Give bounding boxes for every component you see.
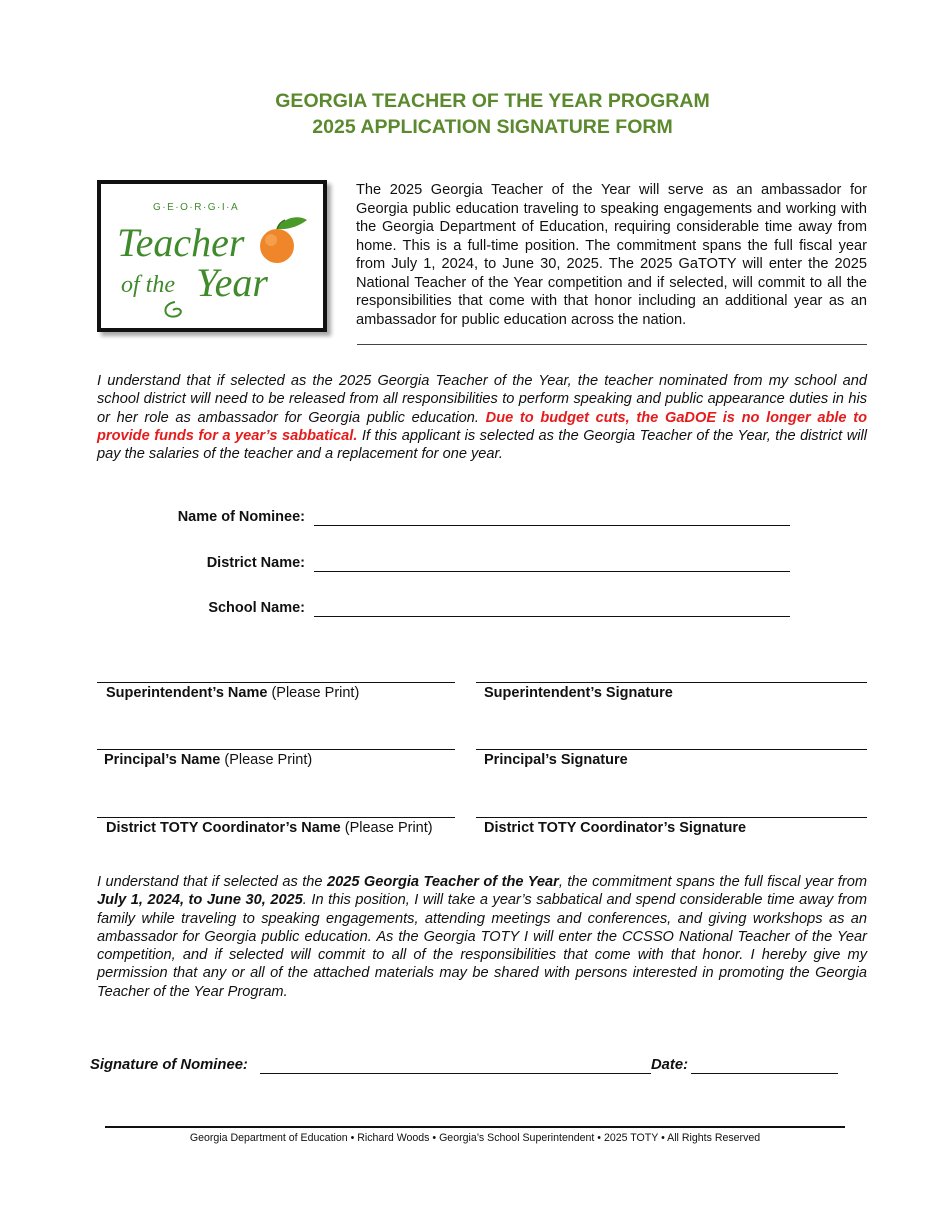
footer-divider xyxy=(105,1126,845,1128)
principal-name-label: Principal’s Name (Please Print) xyxy=(104,752,313,768)
principal-name-line[interactable] xyxy=(97,749,455,750)
nominee-name-field[interactable] xyxy=(314,525,790,526)
release-text-3: If this applicant is selected as the Georgia Teacher of the Year, the district will pay the salaries of the teacher and a replacement for one year. xyxy=(97,427,867,463)
coordinator-signature-line[interactable] xyxy=(476,817,867,818)
form-title-line1: GEORGIA TEACHER OF THE YEAR PROGRAM xyxy=(275,90,710,112)
nominee-name-label: Name of Nominee: xyxy=(177,509,305,525)
superintendent-signature-line[interactable] xyxy=(476,682,867,683)
peach-icon xyxy=(260,217,307,263)
principal-signature-line[interactable] xyxy=(476,749,867,750)
coordinator-name-line[interactable] xyxy=(97,817,455,818)
release-text-1: I understand that if selected as the 2025 Georgia Teacher of the Year, the teacher nominated from my school and school district will need to be released from all responsibilities to perform speaking and public appearance duties in his or her role as ambassador for Georgia public education. xyxy=(97,373,867,426)
logo-swirl xyxy=(165,302,180,317)
district-name-label: District Name: xyxy=(206,555,305,571)
district-name-field[interactable] xyxy=(314,571,790,572)
footer-text: Georgia Department of Education • Richard Woods • Georgia’s School Superintendent • 2025 TOTY • All Rights Reserved xyxy=(189,1132,761,1144)
coordinator-name-label: District TOTY Coordinator’s Name (Please Print) xyxy=(106,820,433,836)
nominee-signature-line[interactable] xyxy=(260,1073,651,1074)
teacher-of-the-year-logo xyxy=(97,180,327,332)
intro-paragraph: The 2025 Georgia Teacher of the Year will serve as an ambassador for Georgia public education traveling to speaking engagements and working with the Georgia Department of Education, requiring considerable time away from home. This is a full-time position. The commitment spans the full fiscal year from July 1, 2024, to June 30, 2025. The 2025 GaTOTY will enter the 2025 National Teacher of the Year competition and if selected, will commit to all the responsibilities that come with that honor including an additional year as an ambassador for public education across the nation. xyxy=(356,182,867,328)
form-title-line2: 2025 APPLICATION SIGNATURE FORM xyxy=(312,116,673,138)
nominee-signature-label: Signature of Nominee: xyxy=(90,1057,248,1073)
budget-cut-notice: Due to budget cuts, the GaDOE is no longer able to provide funds for a year’s sabbatical. xyxy=(97,409,868,444)
superintendent-signature-label: Superintendent’s Signature xyxy=(484,685,673,701)
school-name-field[interactable] xyxy=(314,616,790,617)
commitment-paragraph: I understand that if selected as the 2025 Georgia Teacher of the Year, the commitment spans the full fiscal year from July 1, 2024, to June 30, 2025. In this position, I will take a year’s sabbatical and spend considerable time away from family while traveling to speaking engagements, attending meetings and conferences, and giving workshops as an ambassador for Georgia public education. As the Georgia TOTY I will enter the CCSSO National Teacher of the Year competition, and if selected will commit to all of the responsibilities that come with that honor. I hereby give my permission that any or all of the attached materials may be shared with persons interested in promoting the Georgia Teacher of the Year Program. xyxy=(97,874,867,1000)
date-line[interactable] xyxy=(691,1073,838,1074)
superintendent-name-line[interactable] xyxy=(97,682,455,683)
commitment-emphasis-dates: July 1, 2024, to June 30, 2025 xyxy=(97,892,303,909)
commitment-emphasis-title: 2025 Georgia Teacher of the Year xyxy=(326,874,559,890)
principal-signature-label: Principal’s Signature xyxy=(484,752,628,768)
release-paragraph xyxy=(97,372,867,463)
logo-word-teacher: Teacher xyxy=(117,220,245,265)
school-name-label: School Name: xyxy=(208,600,305,616)
logo-top-text: G·E·O·R·G·I·A xyxy=(153,202,240,213)
logo-word-ofthe: of the xyxy=(121,272,175,298)
superintendent-name-label: Superintendent’s Name (Please Print) xyxy=(106,685,360,701)
logo-word-year: Year xyxy=(196,260,268,305)
coordinator-signature-label: District TOTY Coordinator’s Signature xyxy=(484,820,747,836)
date-label: Date: xyxy=(651,1057,688,1073)
intro-divider xyxy=(357,344,867,345)
